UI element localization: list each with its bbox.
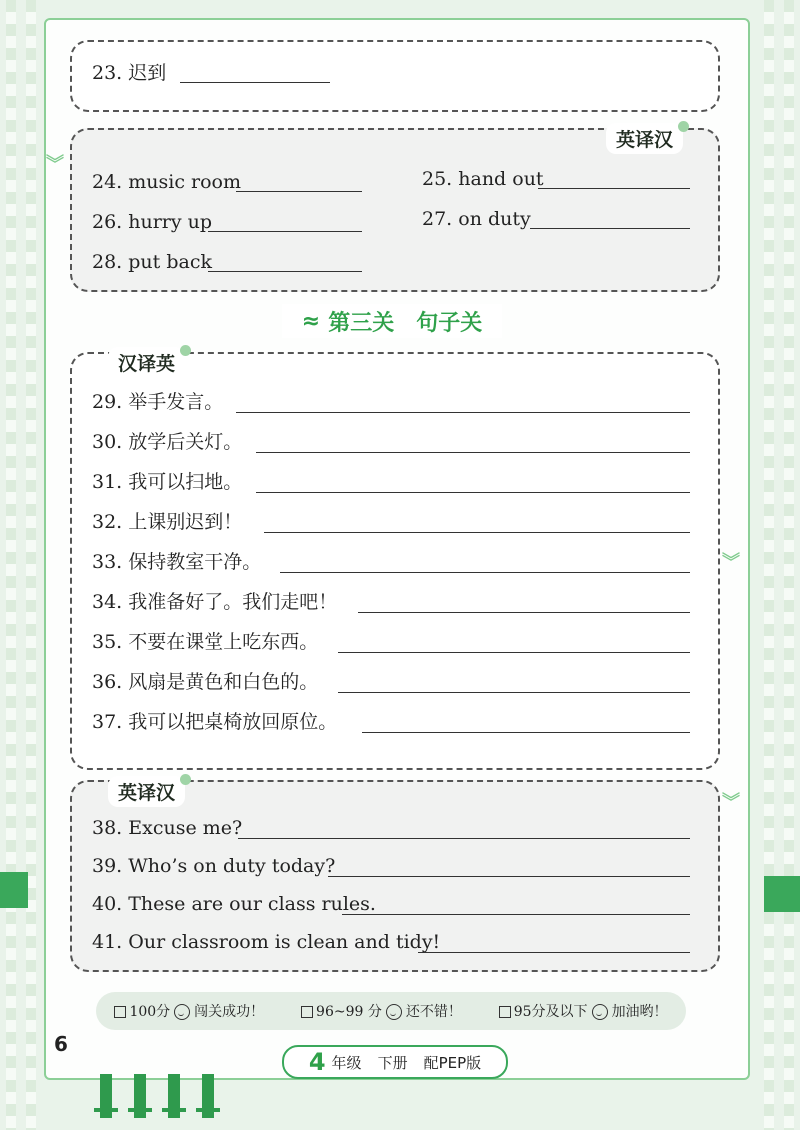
tree-icon bbox=[168, 1074, 180, 1118]
answer-blank-26[interactable] bbox=[208, 231, 362, 232]
answer-blank-36[interactable] bbox=[338, 692, 690, 693]
smile-face-icon bbox=[386, 1004, 402, 1020]
side-tab-left bbox=[0, 872, 28, 908]
question-30: 30. 放学后关灯。 bbox=[92, 431, 243, 453]
tree-icon bbox=[202, 1074, 214, 1118]
answer-blank-28[interactable] bbox=[208, 271, 362, 272]
question-32: 32. 上课别迟到！ bbox=[92, 511, 243, 533]
answer-blank-41[interactable] bbox=[418, 952, 690, 953]
question-28: 28. put back bbox=[92, 251, 212, 273]
question-39: 39. Who’s on duty today? bbox=[92, 855, 336, 877]
answer-blank-35[interactable] bbox=[338, 652, 690, 653]
answer-blank-40[interactable] bbox=[342, 914, 690, 915]
answer-blank-38[interactable] bbox=[238, 838, 690, 839]
answer-blank-31[interactable] bbox=[256, 492, 690, 493]
vocab-box-top bbox=[70, 40, 720, 112]
tag-e2c-sentences: 英译汉 bbox=[108, 776, 185, 807]
answer-blank-23[interactable] bbox=[180, 82, 330, 83]
side-tab-right bbox=[764, 876, 800, 912]
answer-blank-24[interactable] bbox=[236, 191, 362, 192]
question-27: 27. on duty bbox=[422, 208, 531, 230]
question-38: 38. Excuse me? bbox=[92, 817, 243, 839]
score-option-95-below[interactable]: 95分及以下 加油哟！ bbox=[499, 1001, 668, 1021]
question-40: 40. These are our class rules. bbox=[92, 893, 376, 915]
question-33: 33. 保持教室干净。 bbox=[92, 551, 262, 573]
question-35: 35. 不要在课堂上吃东西。 bbox=[92, 631, 319, 653]
frame-stripe-left bbox=[6, 0, 16, 1130]
page-number: 6 bbox=[54, 1032, 68, 1056]
chevron-down-icon: ︾ bbox=[722, 792, 740, 813]
question-25: 25. hand out bbox=[422, 168, 544, 190]
question-37: 37. 我可以把桌椅放回原位。 bbox=[92, 711, 338, 733]
section-subtitle: 句子关 bbox=[416, 310, 483, 336]
checkbox-icon[interactable] bbox=[301, 1006, 313, 1018]
answer-blank-25[interactable] bbox=[538, 188, 690, 189]
grade-number: 4 bbox=[308, 1048, 326, 1076]
wave-icon: ≈ bbox=[301, 308, 321, 334]
question-29: 29. 举手发言。 bbox=[92, 391, 224, 413]
question-26: 26. hurry up bbox=[92, 211, 213, 233]
smile-face-icon bbox=[592, 1004, 608, 1020]
chevron-down-icon: ︾ bbox=[46, 154, 64, 175]
grade-label bbox=[282, 1045, 508, 1079]
section-title: 第三关 bbox=[328, 310, 395, 336]
answer-blank-37[interactable] bbox=[362, 732, 690, 733]
checkbox-icon[interactable] bbox=[499, 1006, 511, 1018]
answer-blank-34[interactable] bbox=[358, 612, 690, 613]
score-bar bbox=[96, 992, 686, 1030]
tree-decoration bbox=[94, 1068, 234, 1118]
answer-blank-30[interactable] bbox=[256, 452, 690, 453]
checkbox-icon[interactable] bbox=[114, 1006, 126, 1018]
question-24: 24. music room bbox=[92, 171, 241, 193]
answer-blank-29[interactable] bbox=[236, 412, 690, 413]
question-36: 36. 风扇是黄色和白色的。 bbox=[92, 671, 319, 693]
question-34: 34. 我准备好了。我们走吧！ bbox=[92, 591, 338, 613]
chevron-down-icon: ︾ bbox=[722, 552, 740, 573]
frame-stripe-right-2 bbox=[764, 0, 774, 1130]
grade-text: 年级 bbox=[331, 1053, 362, 1072]
frame-stripe-left-2 bbox=[26, 0, 36, 1130]
smile-face-icon bbox=[174, 1004, 190, 1020]
sentence-c2e-box bbox=[70, 352, 720, 770]
question-31: 31. 我可以扫地。 bbox=[92, 471, 243, 493]
frame-stripe-right bbox=[784, 0, 794, 1130]
tag-e2c-words: 英译汉 bbox=[606, 123, 683, 154]
tag-c2e: 汉译英 bbox=[108, 347, 185, 378]
answer-blank-32[interactable] bbox=[264, 532, 690, 533]
tree-icon bbox=[134, 1074, 146, 1118]
tree-icon bbox=[100, 1074, 112, 1118]
question-23: 23. 迟到 bbox=[92, 62, 167, 84]
score-option-96-99[interactable]: 96~99 分 还不错！ bbox=[301, 1001, 462, 1021]
edition-text: 配PEP版 bbox=[423, 1053, 482, 1072]
answer-blank-39[interactable] bbox=[328, 876, 690, 877]
score-option-100[interactable]: 100分 闯关成功！ bbox=[114, 1001, 264, 1021]
section-banner bbox=[282, 304, 502, 338]
answer-blank-33[interactable] bbox=[280, 572, 690, 573]
answer-blank-27[interactable] bbox=[530, 228, 690, 229]
sentence-e2c-box bbox=[70, 780, 720, 972]
question-41: 41. Our classroom is clean and tidy! bbox=[92, 931, 441, 953]
volume-text: 下册 bbox=[377, 1053, 408, 1072]
